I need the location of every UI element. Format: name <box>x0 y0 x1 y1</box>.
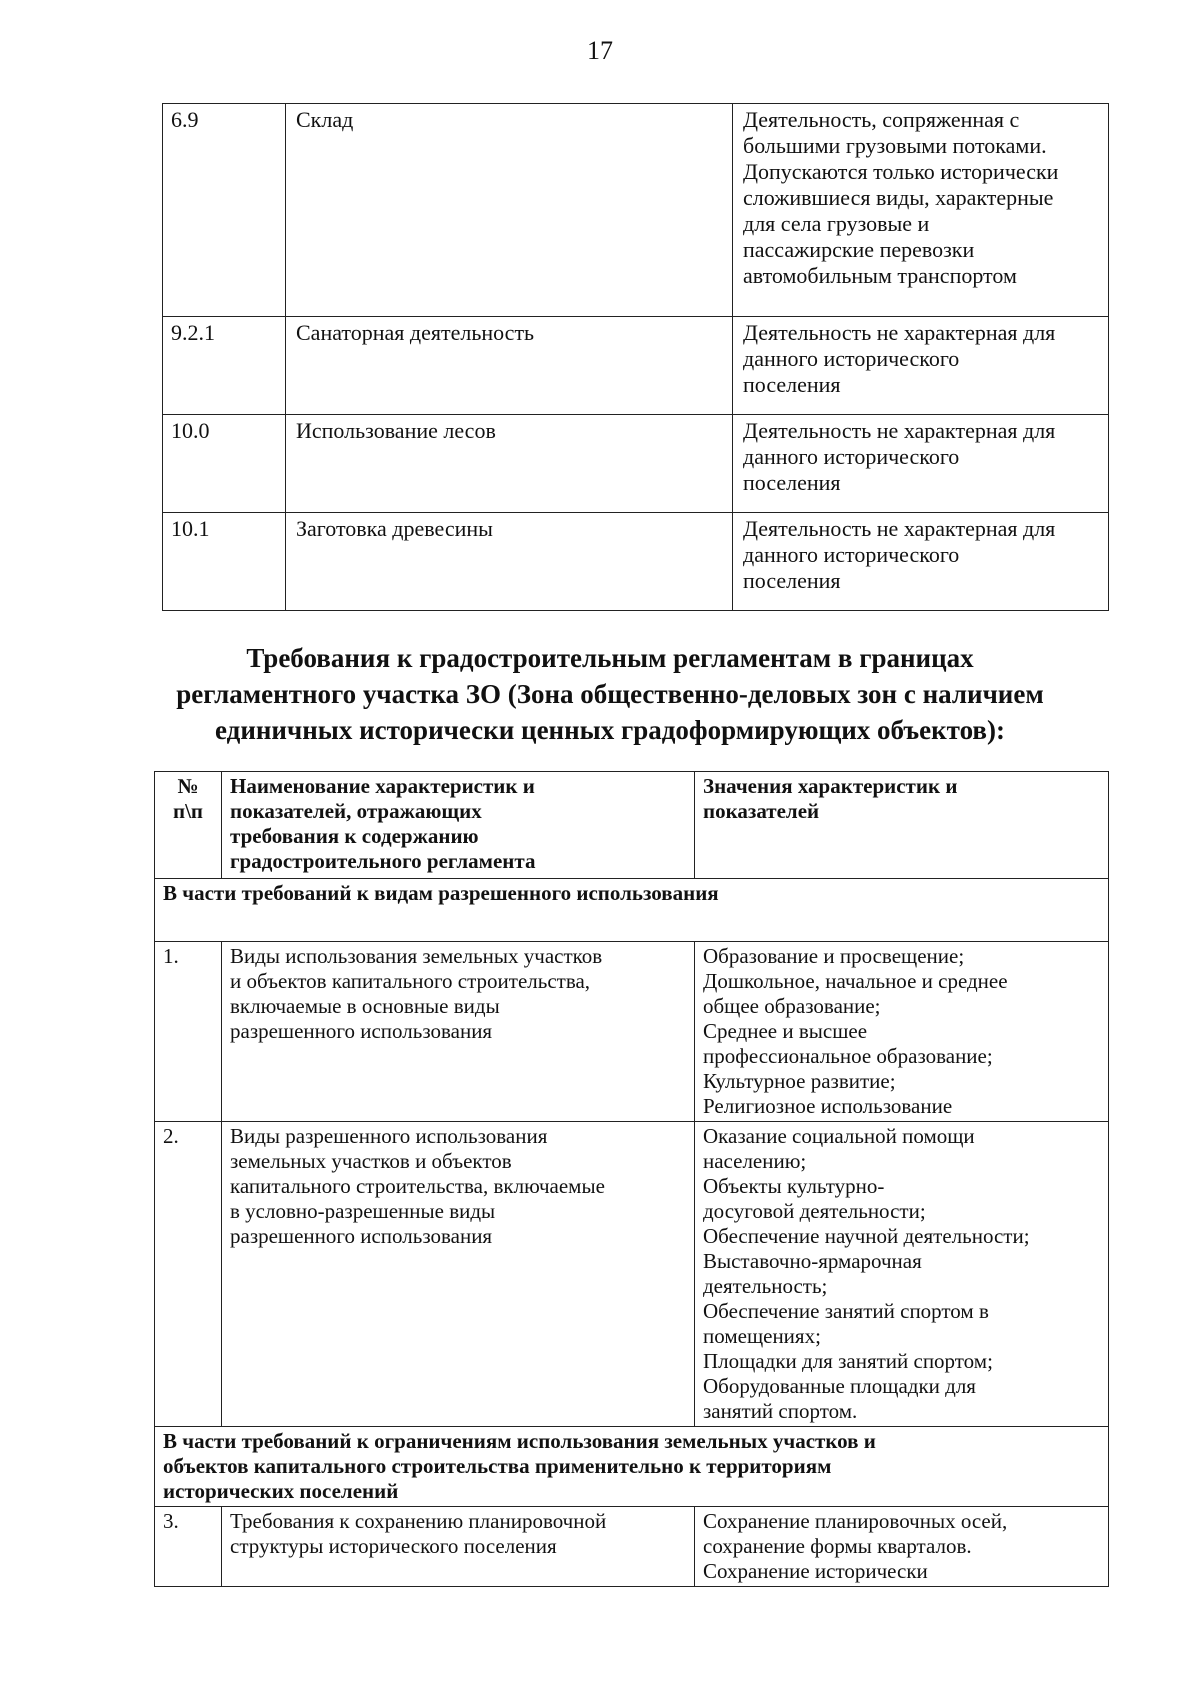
heading-line: Требования к градостроительным регламентам в границах <box>246 643 974 673</box>
cell-line: Площадки для занятий спортом; <box>703 1349 993 1373</box>
name-cell <box>222 1122 695 1427</box>
name-cell: Склад <box>286 104 733 317</box>
header-line: показателей <box>703 799 820 823</box>
note-line: Деятельность не характерная для <box>743 320 1056 345</box>
cell-line: земельных участков и объектов <box>230 1149 512 1173</box>
code-cell: 9.2.1 <box>163 317 286 415</box>
section-line: В части требований к ограничениям использования земельных участков и <box>163 1429 876 1453</box>
header-line: показателей, отражающих <box>230 799 482 823</box>
cell-line: Сохранение планировочных осей, <box>703 1509 1008 1533</box>
section-heading <box>130 640 1090 748</box>
cell-line: включаемые в основные виды <box>230 994 500 1018</box>
header-num-cell <box>155 772 222 879</box>
land-use-table <box>162 103 1109 611</box>
value-cell <box>695 1507 1109 1587</box>
note-cell <box>733 415 1109 513</box>
note-line: данного исторического <box>743 542 960 567</box>
note-line: данного исторического <box>743 444 960 469</box>
table-row <box>155 1507 1109 1587</box>
table-row <box>163 415 1109 513</box>
cell-line: Культурное развитие; <box>703 1069 896 1093</box>
note-line: данного исторического <box>743 346 960 371</box>
table-row <box>163 317 1109 415</box>
heading-line: регламентного участка ЗО (Зона общественно-деловых зон с наличием <box>176 679 1044 709</box>
cell-line: в условно-разрешенные виды <box>230 1199 496 1223</box>
cell-line: Оборудованные площадки для <box>703 1374 976 1398</box>
cell-line: досуговой деятельности; <box>703 1199 926 1223</box>
cell-line: разрешенного использования <box>230 1224 493 1248</box>
section-label <box>155 1427 1109 1507</box>
cell-line: Религиозное использование <box>703 1094 953 1118</box>
note-line: Деятельность не характерная для <box>743 516 1056 541</box>
cell-line: сохранение формы кварталов. <box>703 1534 972 1558</box>
section-label: В части требований к видам разрешенного использования <box>155 879 1109 942</box>
table-row <box>155 1122 1109 1427</box>
cell-line: Обеспечение научной деятельности; <box>703 1224 1030 1248</box>
header-line: Наименование характеристик и <box>230 774 535 798</box>
name-cell <box>222 1507 695 1587</box>
note-cell <box>733 513 1109 611</box>
value-cell <box>695 1122 1109 1427</box>
cell-line: занятий спортом. <box>703 1399 858 1423</box>
code-cell: 10.1 <box>163 513 286 611</box>
cell-line: структуры исторического поселения <box>230 1534 557 1558</box>
code-cell: 6.9 <box>163 104 286 317</box>
note-line: Деятельность, сопряженная с <box>743 107 1020 132</box>
note-line: Допускаются только исторически <box>743 159 1059 184</box>
header-line: градостроительного регламента <box>230 849 536 873</box>
cell-line: Дошкольное, начальное и среднее <box>703 969 1008 993</box>
header-line: Значения характеристик и <box>703 774 958 798</box>
table-header-row <box>155 772 1109 879</box>
value-cell <box>695 942 1109 1122</box>
cell-line: Обеспечение занятий спортом в <box>703 1299 989 1323</box>
note-line: для села грузовые и <box>743 211 930 236</box>
note-cell <box>733 104 1109 317</box>
cell-line: Виды использования земельных участков <box>230 944 603 968</box>
cell-line: деятельность; <box>703 1274 828 1298</box>
cell-line: разрешенного использования <box>230 1019 493 1043</box>
cell-line: Оказание социальной помощи <box>703 1124 975 1148</box>
note-line: пассажирские перевозки <box>743 237 975 262</box>
table-row <box>163 513 1109 611</box>
regulations-table <box>154 771 1109 1587</box>
note-line: сложившиеся виды, характерные <box>743 185 1054 210</box>
note-cell <box>733 317 1109 415</box>
name-cell: Санаторная деятельность <box>286 317 733 415</box>
table-row <box>163 104 1109 317</box>
code-cell: 10.0 <box>163 415 286 513</box>
page-number: 17 <box>587 36 613 65</box>
header-line: № <box>177 774 199 798</box>
header-line: п\п <box>172 799 204 823</box>
cell-line: Образование и просвещение; <box>703 944 965 968</box>
note-line: автомобильным транспортом <box>743 263 1017 288</box>
header-value-cell <box>695 772 1109 879</box>
cell-line: капитального строительства, включаемые <box>230 1174 605 1198</box>
cell-line: Требования к сохранению планировочной <box>230 1509 607 1533</box>
cell-line: Сохранение исторически <box>703 1559 928 1583</box>
name-cell: Заготовка древесины <box>286 513 733 611</box>
cell-line: Виды разрешенного использования <box>230 1124 548 1148</box>
section-row <box>155 879 1109 942</box>
cell-line: Объекты культурно- <box>703 1174 885 1198</box>
cell-line: и объектов капитального строительства, <box>230 969 591 993</box>
header-line: требования к содержанию <box>230 824 479 848</box>
num-cell: 1. <box>155 942 222 1122</box>
table-row <box>155 942 1109 1122</box>
num-cell: 2. <box>155 1122 222 1427</box>
name-cell <box>222 942 695 1122</box>
cell-line: общее образование; <box>703 994 881 1018</box>
heading-line: единичных исторически ценных градоформирующих объектов): <box>215 715 1005 745</box>
cell-line: профессиональное образование; <box>703 1044 993 1068</box>
note-line: большими грузовыми потоками. <box>743 133 1047 158</box>
num-cell: 3. <box>155 1507 222 1587</box>
note-line: Деятельность не характерная для <box>743 418 1056 443</box>
cell-line: населению; <box>703 1149 807 1173</box>
cell-line: помещениях; <box>703 1324 821 1348</box>
name-cell: Использование лесов <box>286 415 733 513</box>
note-line: поселения <box>743 372 841 397</box>
note-line: поселения <box>743 470 841 495</box>
section-line: исторических поселений <box>163 1479 399 1503</box>
section-line: объектов капитального строительства применительно к территориям <box>163 1454 832 1478</box>
note-line: поселения <box>743 568 841 593</box>
cell-line: Среднее и высшее <box>703 1019 868 1043</box>
section-row <box>155 1427 1109 1507</box>
header-name-cell <box>222 772 695 879</box>
cell-line: Выставочно-ярмарочная <box>703 1249 922 1273</box>
